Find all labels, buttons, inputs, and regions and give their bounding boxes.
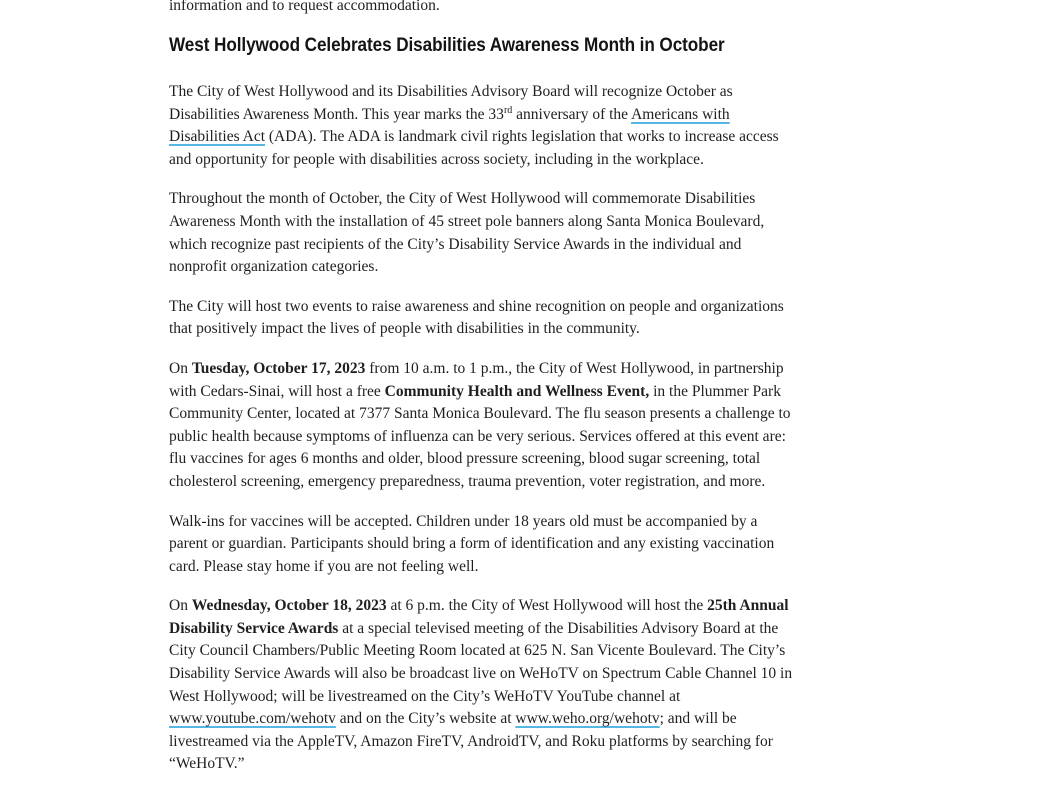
link-www-youtube-com-wehotv[interactable]: www.youtube.com/wehotv: [169, 710, 336, 728]
text-run: Throughout the month of October, the City of West Hollywood will commemorate Disabilities Awareness Month with the installation of 45 street pole banners along Santa Monica Boulevard, which recognize past recipients of the City’s Disability Service Awards in the individual and nonprofit organization categories.: [169, 190, 765, 276]
article-body: [169, 81, 795, 776]
link-americans-with-disabilities-act[interactable]: Americans with Disabilities Act: [169, 105, 730, 146]
paragraph: [169, 595, 795, 776]
article-heading: West Hollywood Celebrates Disabilities Awareness Month in October: [169, 33, 725, 56]
text-run: anniversary of the: [512, 105, 632, 123]
intro-partial-paragraph: information and to request accommodation.: [169, 0, 440, 14]
bold-text: 25th Annual Disability Service Awards: [169, 597, 789, 637]
text-run: Walk-ins for vaccines will be accepted. Children under 18 years old must be accompanied by a parent or guardian. Participants should bring a form of identification and any existing vaccination card. Please stay home if you are not feeling well.: [169, 512, 775, 575]
paragraph: [169, 188, 795, 278]
paragraph: [169, 81, 795, 171]
text-run: On: [169, 359, 192, 377]
text-run: in the Plummer Park Community Center, located at 7377 Santa Monica Boulevard. The flu season presents a challenge to public health because symptoms of influenza can be very serious. Services offered at this event are: flu vaccines for ages 6 months and older, blood pressure screening, blood sugar screening, total cholesterol screening, emergency preparedness, trauma prevention, voter registration, and more.: [169, 382, 791, 490]
paragraph: [169, 511, 795, 579]
text-run: at 6 p.m. the City of West Hollywood will host the: [386, 597, 708, 615]
text-run: and on the City’s website at: [335, 710, 516, 728]
text-run: On: [169, 597, 192, 615]
press-release-article: [169, 0, 795, 776]
text-run: at a special televised meeting of the Disabilities Advisory Board at the City Council Chambers/Public Meeting Room located at 625 N. San Vicente Boulevard. The City’s Disability Service Awards will also be broadcast live on WeHoTV on Spectrum Cable Channel 10 in West Hollywood; will be livestreamed on the City’s WeHoTV YouTube channel at: [169, 619, 793, 705]
paragraph: [169, 296, 795, 341]
ordinal-superscript: rd: [503, 104, 513, 116]
text-run: from 10 a.m. to 1 p.m., the City of West Hollywood, in partnership with Cedars-Sinai, will host a free: [169, 359, 784, 400]
text-run: The City of West Hollywood and its Disabilities Advisory Board will recognize October as Disabilities Awareness Month. This year marks the 33: [169, 83, 733, 123]
paragraph: [169, 358, 795, 494]
text-run: The City will host two events to raise awareness and shine recognition on people and organizations that positively impact the lives of people with disabilities in the community.: [169, 297, 784, 338]
link-www-weho-org-wehotv[interactable]: www.weho.org/wehotv: [515, 710, 660, 728]
text-run: (ADA). The ADA is landmark civil rights legislation that works to increase access and opportunity for people with disabilities across society, including in the workplace.: [169, 128, 779, 168]
bold-text: Wednesday, October 18, 2023: [191, 597, 387, 615]
bold-text: Community Health and Wellness Event,: [384, 382, 650, 400]
text-run: ; and will be livestreamed via the AppleTV, Amazon FireTV, AndroidTV, and Roku platforms by searching for “WeHoTV.”: [169, 710, 773, 773]
bold-text: Tuesday, October 17, 2023: [191, 359, 366, 377]
